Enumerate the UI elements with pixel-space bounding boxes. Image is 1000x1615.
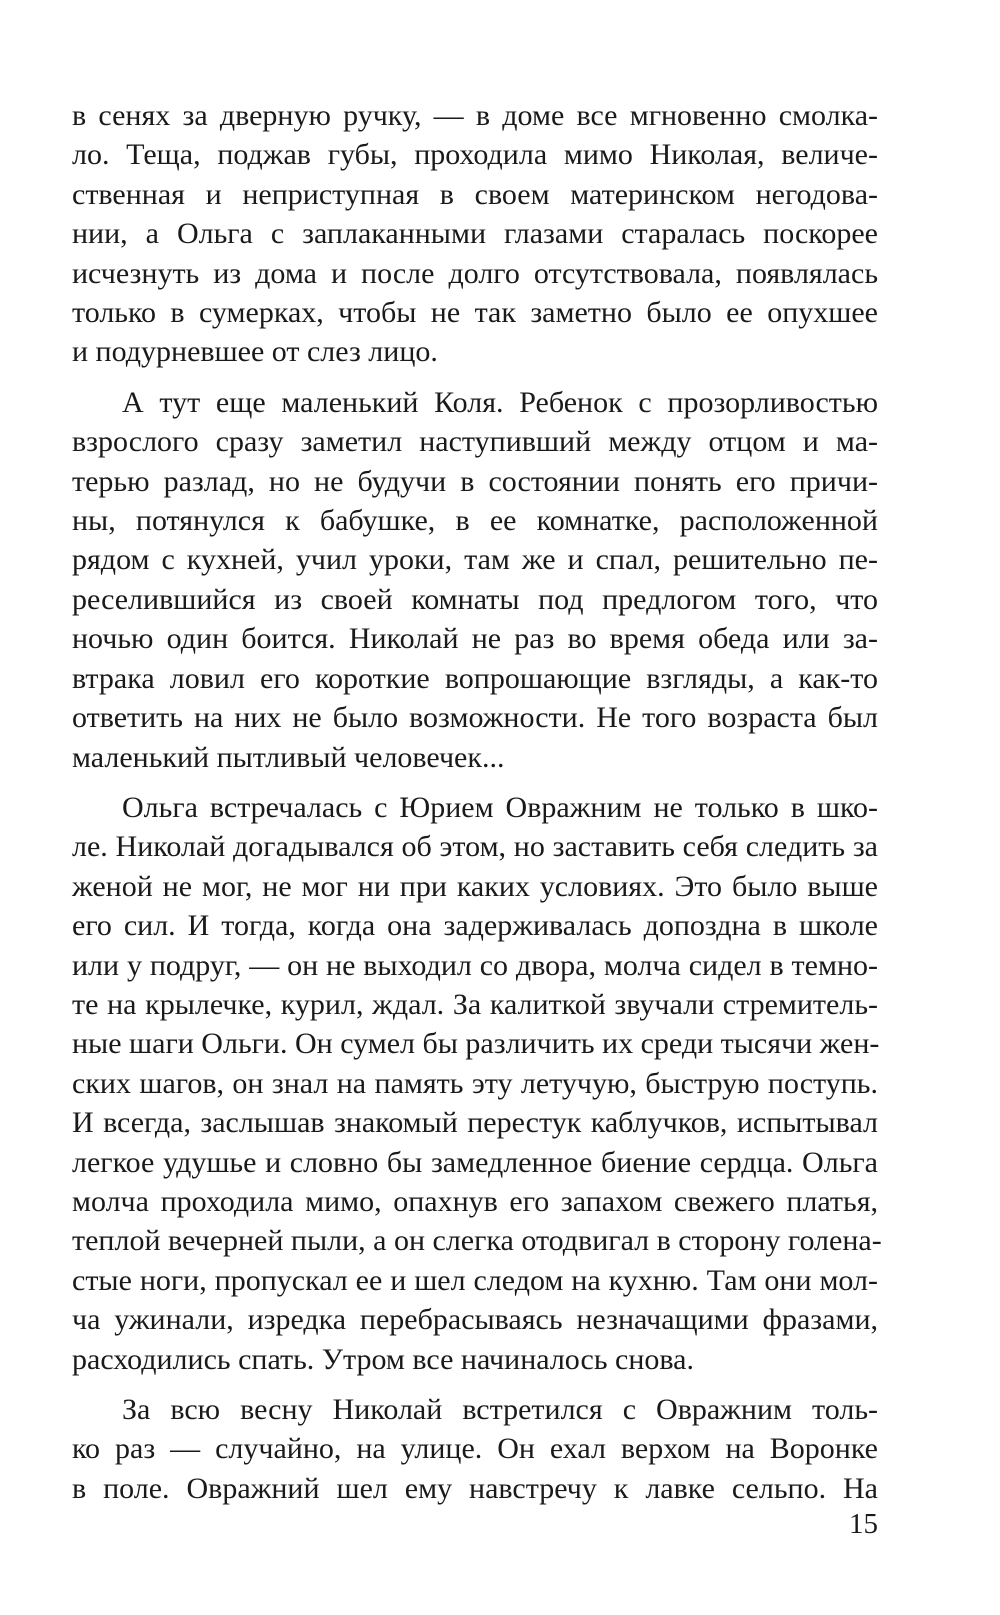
text-line: ответить на них не было возможности. Не того возраста был <box>72 701 878 735</box>
page-body <box>72 96 882 1519</box>
text-line: те на крылечке, курил, ждал. За калиткой звучали стремитель- <box>72 987 878 1021</box>
text-line: Ольга встречалась с Юрием Овражним не только в шко- <box>122 790 878 824</box>
text-line: взрослого сразу заметил наступивший между отцом и ма- <box>72 425 878 459</box>
text-line: стые ноги, пропускал ее и шел следом на кухню. Там они мол- <box>72 1263 878 1297</box>
text-line: молча проходила мимо, опахнув его запахом свежего платья, <box>72 1184 878 1218</box>
paragraph-4 <box>72 1390 878 1508</box>
text-line: в сенях за дверную ручку, — в доме все мгновенно смолка- <box>72 99 878 132</box>
text-line: И всегда, заслышав знакомый перестук каблучков, испытывал <box>72 1106 878 1140</box>
text-line: ственная и неприступная в своем материнском негодова- <box>72 177 878 211</box>
text-line: терью разлад, но не будучи в состоянии понять его причи- <box>72 464 878 498</box>
text-line: ча ужинали, изредка перебрасываясь незначащими фразами, <box>72 1303 878 1337</box>
text-line: легкое удушье и словно бы замедленное биение сердца. Ольга <box>72 1145 878 1179</box>
text-line: рядом с кухней, учил уроки, там же и спал, решительно пе- <box>72 543 878 577</box>
text-line: ночью один боится. Николай не раз во время обеда или за- <box>72 622 878 656</box>
text-line: За всю весну Николай встретился с Овражним толь- <box>122 1393 878 1426</box>
page-number: 15 <box>849 1508 878 1540</box>
text-line: ло. Теща, поджав губы, проходила мимо Николая, величе- <box>72 138 878 172</box>
text-line: реселившийся из своей комнаты под предлогом того, что <box>72 582 878 616</box>
text-line: в поле. Овражний шел ему навстречу к лавке сельпо. На <box>72 1471 878 1505</box>
paragraph-2 <box>72 383 878 777</box>
text-line: только в сумерках, чтобы не так заметно было ее опухшее <box>72 296 878 330</box>
text-line: А тут еще маленький Коля. Ребенок с прозорливостью <box>122 385 878 419</box>
text-line: и подурневшее от слез лицо. <box>72 335 438 369</box>
paragraph-3 <box>72 788 882 1379</box>
text-line: женой не мог, не мог ни при каких условиях. Это было выше <box>72 869 878 903</box>
text-line: маленький пытливый человечек... <box>72 740 505 774</box>
text-line: втрака ловил его короткие вопрошающие взгляды, а как-то <box>72 661 878 695</box>
text-line: ко раз — случайно, на улице. Он ехал верхом на Воронке <box>72 1432 878 1466</box>
text-line: или у подруг, — он не выходил со двора, молча сидел в темно- <box>72 948 878 982</box>
text-line: ные шаги Ольги. Он сумел бы различить их среди тысячи жен- <box>72 1027 880 1061</box>
text-line: нии, а Ольга с заплаканными глазами старалась поскорее <box>72 217 878 251</box>
text-line: теплой вечерней пыли, а он слегка отодвигал в сторону голена- <box>72 1224 882 1258</box>
text-line: исчезнуть из дома и после долго отсутствовала, появлялась <box>72 256 878 290</box>
text-line: его сил. И тогда, когда она задерживалась допоздна в школе <box>72 909 878 943</box>
text-line: ны, потянулся к бабушке, в ее комнатке, расположенной <box>72 504 878 538</box>
text-line: ле. Николай догадывался об этом, но заставить себя следить за <box>72 830 878 864</box>
text-line: расходились спать. Утром все начиналось снова. <box>72 1342 695 1376</box>
text-line: ских шагов, он знал на память эту летучую, быструю поступь. <box>72 1066 878 1100</box>
paragraph-1 <box>72 96 878 372</box>
